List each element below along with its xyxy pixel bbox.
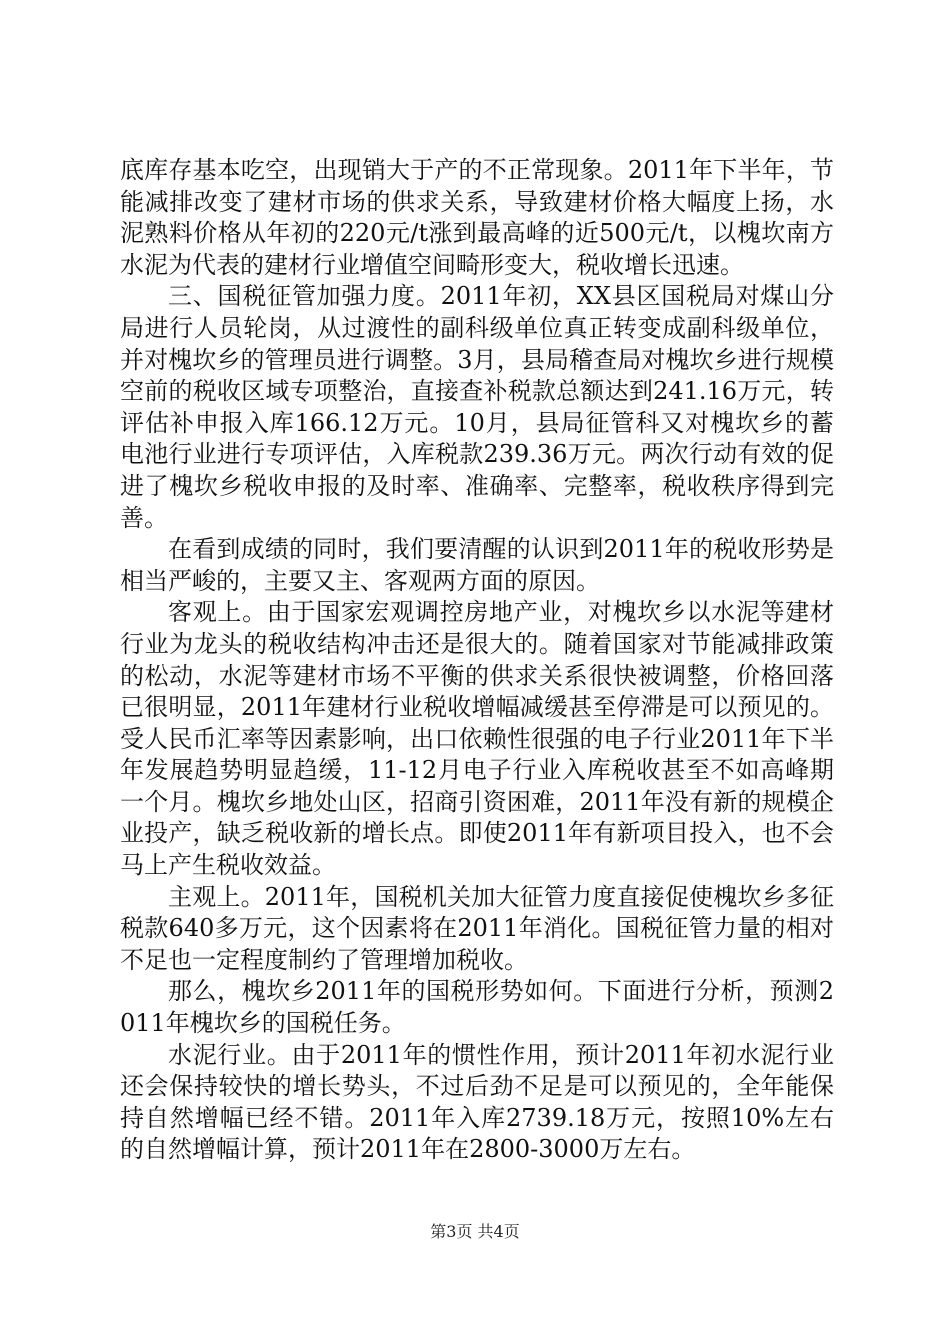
paragraph-cement-industry: 水泥行业。由于2011年的惯性作用，预计2011年初水泥行业还会保持较快的增长势头，不过后劲不足是可以预见的，全年能保持自然增幅已经不错。2011年入库2739.18万元，按照10%左右的自然增幅计算，预计2011年在2800-3000万左右。: [120, 1040, 834, 1164]
paragraph-outlook: 在看到成绩的同时，我们要清醒的认识到2011年的税收形势是相当严峻的，主要又主、客观两方面的原因。: [120, 535, 834, 595]
page-footer: 第3页 共4页: [430, 1222, 520, 1241]
paragraph-objective: 客观上。由于国家宏观调控房地产业，对槐坎乡以水泥等建材行业为龙头的税收结构冲击还是很大的。随着国家对节能减排政策的松动，水泥等建材市场不平衡的供求关系很快被调整，价格回落已很明显，2011年建材行业税收增幅减缓甚至停滞是可以预见的。受人民币汇率等因素影响，出口依赖性很强的电子行业2011年下半年发展趋势明显趋缓，11-12月电子行业入库税收甚至不如高峰期一个月。槐坎乡地处山区，招商引资困难，2011年没有新的规模企业投产，缺乏税收新的增长点。即使2011年有新项目投入，也不会马上产生税收效益。: [120, 598, 834, 880]
paragraph-subjective: 主观上。2011年，国税机关加大征管力度直接促使槐坎乡多征税款640多万元，这个因素将在2011年消化。国税征管力量的相对不足也一定程度制约了管理增加税收。: [120, 882, 834, 974]
paragraph-forecast-intro: 那么，槐坎乡2011年的国税形势如何。下面进行分析，预测2011年槐坎乡的国税任务。: [120, 977, 834, 1038]
document-body: [120, 155, 834, 1166]
paragraph-continuation: 底库存基本吃空，出现销大于产的不正常现象。2011年下半年，节能减排改变了建材市场的供求关系，导致建材价格大幅度上扬，水泥熟料价格从年初的220元/t涨到最高峰的近500元/t，以槐坎南方水泥为代表的建材行业增值空间畸形变大，税收增长迅速。: [120, 156, 834, 279]
paragraph-tax-enforcement: 三、国税征管加强力度。2011年初，XX县区国税局对煤山分局进行人员轮岗，从过渡性的副科级单位真正转变成副科级单位，并对槐坎乡的管理员进行调整。3月，县局稽查局对槐坎乡进行规模空前的税收区域专项整治，直接查补税款总额达到241.16万元，转评估补申报入库166.12万元。10月，县局征管科又对槐坎乡的蓄电池行业进行专项评估，入库税款239.36万元。两次行动有效的促进了槐坎乡税收申报的及时率、准确率、完整率，税收秩序得到完善。: [120, 282, 834, 532]
